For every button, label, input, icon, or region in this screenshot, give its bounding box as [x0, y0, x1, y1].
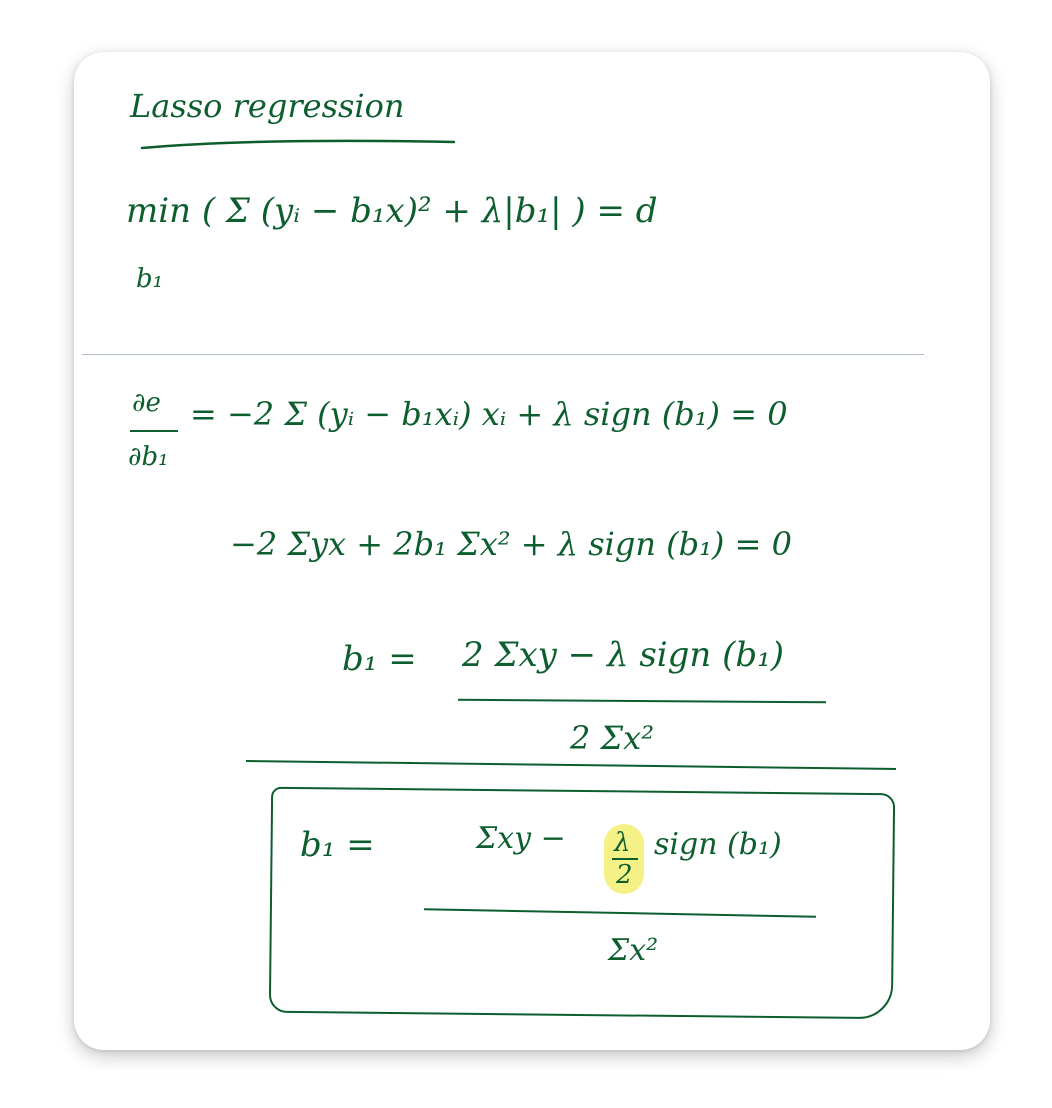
highlighted-fraction [608, 824, 644, 890]
solution1-numerator: 2 Σxy − λ sign (b₁) [462, 635, 785, 675]
solution1-fraction-bar [458, 699, 826, 704]
derivative-fraction-bar [130, 430, 178, 432]
derivative-numerator: ∂e [132, 388, 161, 418]
solution2-numerator-end: sign (b₁) [654, 827, 782, 862]
expanded-equation: −2 Σyx + 2b₁ Σx² + λ sign (b₁) = 0 [230, 525, 792, 563]
fraction-lambda: λ [614, 828, 631, 858]
solution2-numerator-start: Σxy − [476, 821, 566, 856]
derivative-denominator: ∂b₁ [128, 442, 169, 472]
solution1-lhs: b₁ = [342, 639, 417, 679]
fraction-two: 2 [616, 860, 633, 890]
objective-subscript: b₁ [136, 264, 164, 294]
solution1-denominator: 2 Σx² [570, 719, 655, 757]
note-title: Lasso regression [130, 87, 405, 125]
note-page [74, 52, 990, 1050]
solution2-denominator: Σx² [608, 933, 659, 968]
separator-stroke [246, 760, 896, 770]
title-underline [138, 136, 458, 152]
solution2-lhs: b₁ = [300, 825, 375, 865]
objective-equation: min ( Σ (yᵢ − b₁x)² + λ|b₁| ) = d [126, 191, 658, 231]
derivative-equation: = −2 Σ (yᵢ − b₁xᵢ) xᵢ + λ sign (b₁) = 0 [190, 395, 788, 433]
section-divider [82, 354, 924, 355]
answer-box [269, 787, 895, 1020]
